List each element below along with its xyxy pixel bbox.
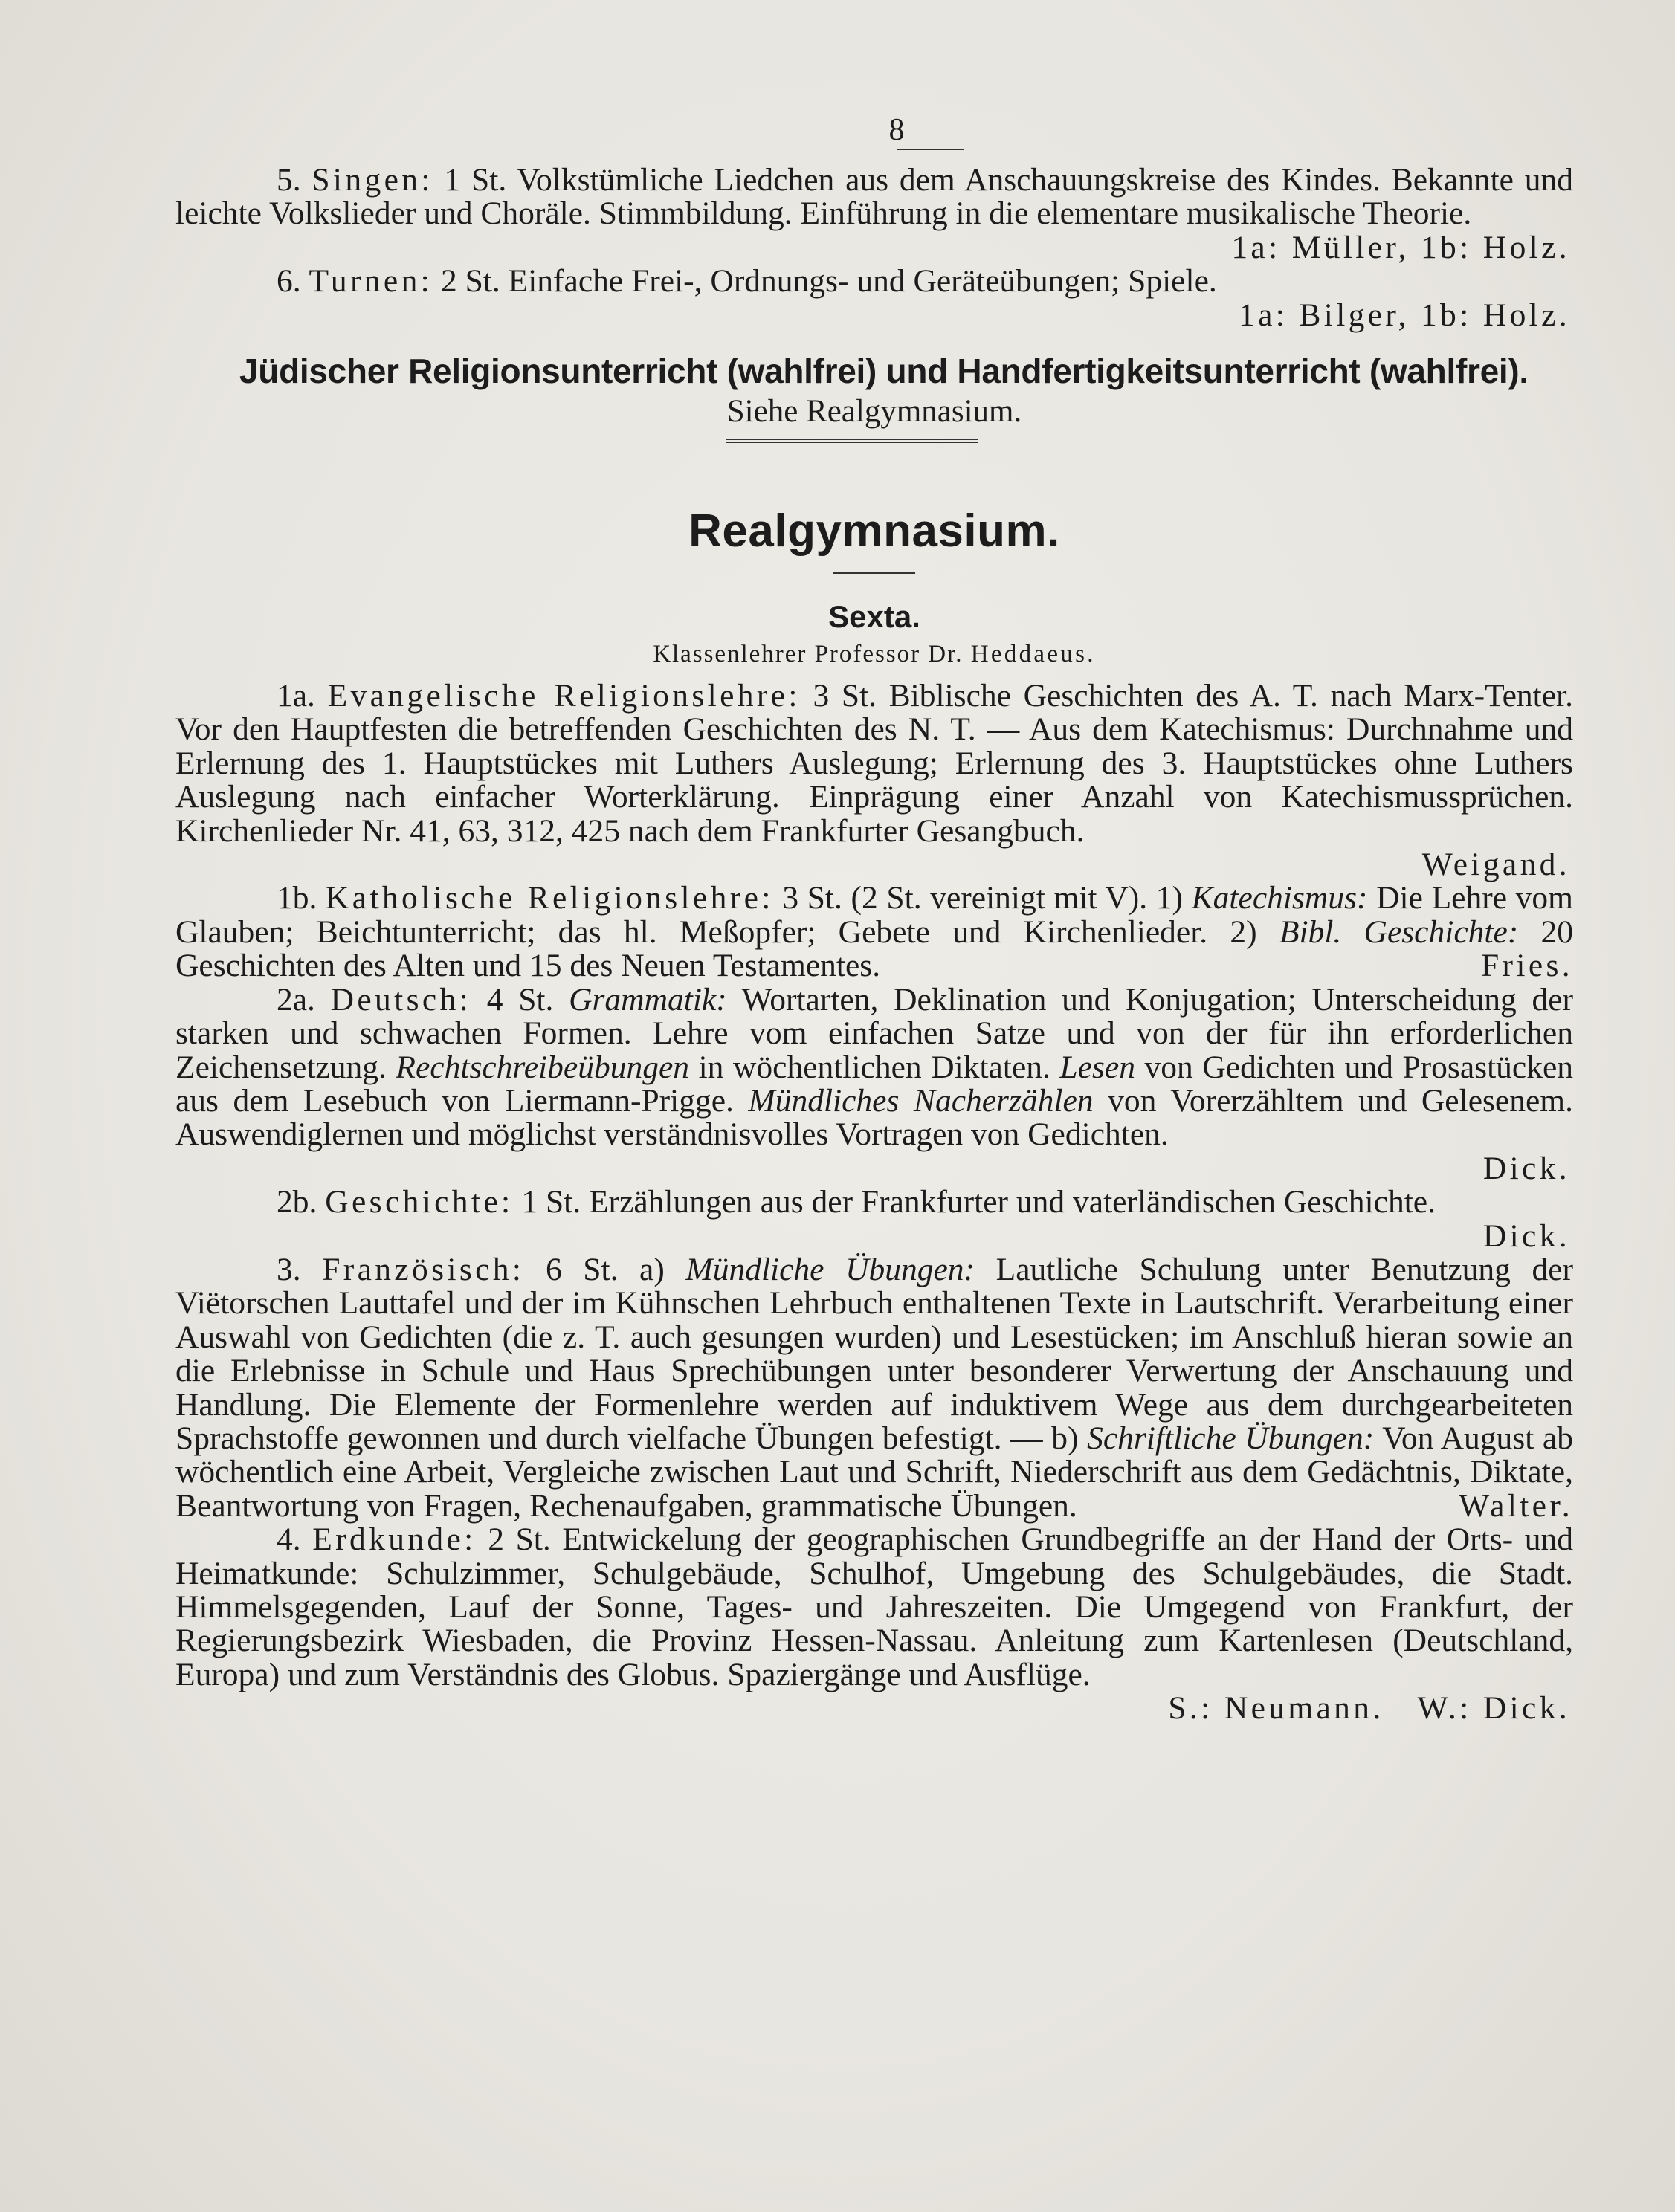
- subject-name: Singen:: [312, 162, 433, 198]
- teacher-signature: 1a: Müller, 1b: Holz.: [1231, 229, 1570, 265]
- item-number: 6.: [277, 263, 301, 300]
- paragraph-text: Von August ab wöchentlich eine Arbeit, Vergleiche zwischen Laut und Schrift, Niederschrift aus dem Gedächtnis, Diktate, Beantwortung von Fragen, Rechenaufgaben, grammatische Übungen.: [175, 1420, 1573, 1524]
- paragraph-text: von Gedichten und Prosastücken aus dem Lesebuch von Liermann-Prigge.: [175, 1049, 1574, 1119]
- paragraph-turnen: [175, 265, 1573, 298]
- section-divider: [726, 439, 978, 443]
- page-content: [175, 111, 1573, 1726]
- teacher-name-s: Neumann.: [1224, 1690, 1384, 1727]
- section-heading-juedisch: Jüdischer Religionsunterricht (wahlfrei) und Handfertigkeitsunterricht (wahlfrei).: [239, 352, 1529, 391]
- item-number: 4.: [277, 1521, 301, 1558]
- title-divider: [833, 572, 915, 574]
- paragraph-text: 1 St. Erzählungen aus der Frankfurter und vaterländischen Geschichte.: [521, 1184, 1436, 1220]
- class-teacher-label: Klassenlehrer Professor Dr.: [653, 641, 964, 668]
- teacher-signature: Dick.: [1482, 1150, 1570, 1186]
- italic-label: Mündliches Nacherzählen: [748, 1082, 1094, 1119]
- teacher-label-w: W.:: [1417, 1690, 1472, 1727]
- italic-label: Grammatik:: [569, 981, 727, 1018]
- paragraph-text: Die Lehre vom Glauben; Beichtunterricht; das hl. Meßopfer; Gebete und Kirchenlieder. 2): [175, 880, 1574, 950]
- italic-label: Katechismus:: [1191, 880, 1368, 916]
- paragraph-singen: [175, 164, 1573, 231]
- italic-label: Mündliche Übungen:: [685, 1251, 975, 1287]
- subject-name: Geschichte:: [325, 1184, 514, 1220]
- item-number: 5.: [277, 162, 301, 198]
- paragraph-text: 3 St. Biblische Geschichten des A. T. nach Marx-Tenter. Vor den Hauptfesten die betreffenden Geschichten des N. T. — Aus dem Katechismus: Durchnahme und Erlernung des 1. Hauptstückes mit Luthers Auslegung; Erlernung des 3. Hauptstückes ohne Luthers Auslegung nach einfacher Worterklärung. Einprägung einer Anzahl von Katechismussprüchen. Kirchenlieder Nr. 41, 63, 312, 425 nach dem Frankfurter Gesangbuch.: [175, 678, 1574, 849]
- page-title: Realgymnasium.: [688, 505, 1060, 557]
- page-number: 8: [888, 113, 905, 147]
- paragraph-erdkunde: [175, 1523, 1573, 1692]
- item-number: 2b.: [277, 1184, 317, 1220]
- paragraph-geschichte: [175, 1186, 1573, 1219]
- italic-label: Rechtschreibeübungen: [396, 1049, 690, 1085]
- paragraph-text: 6 St. a): [545, 1251, 665, 1287]
- teacher-name-w: Dick.: [1482, 1690, 1570, 1727]
- paragraph-franzoesisch: [175, 1253, 1573, 1523]
- item-number: 1b.: [277, 880, 317, 916]
- paragraph-deutsch: [175, 983, 1573, 1152]
- class-teacher-name: Heddaeus.: [970, 641, 1096, 668]
- teacher-signature: 1a: Bilger, 1b: Holz.: [1239, 297, 1570, 333]
- subject-name: Deutsch:: [330, 981, 472, 1018]
- paragraph-text: 20 Geschichten des Alten und 15 des Neuen Testamentes.: [175, 913, 1574, 984]
- teacher-signature: Fries.: [1481, 948, 1573, 984]
- italic-label: Lesen: [1059, 1049, 1135, 1085]
- teacher-signature: Walter.: [1459, 1487, 1573, 1524]
- subject-name: Turnen:: [309, 263, 433, 300]
- paragraph-text: 1 St. Volkstümliche Liedchen aus dem Anschauungskreise des Kindes. Bekannte und leichte Volkslieder und Choräle. Stimmbildung. Einführung in die elementare musikalische Theorie.: [175, 162, 1573, 232]
- class-teacher-line: [175, 639, 1573, 669]
- subject-name: Französisch:: [322, 1251, 525, 1287]
- italic-label: Schriftliche Übungen:: [1087, 1420, 1375, 1456]
- paragraph-text: 4 St.: [486, 981, 554, 1018]
- subject-name: Katholische Religionslehre:: [326, 880, 774, 916]
- class-title: Sexta.: [828, 599, 920, 635]
- subject-name: Evangelische Religionslehre:: [327, 678, 801, 714]
- paragraph-text: 2 St. Entwickelung der geographischen Grundbegriffe an der Hand der Orts- und Heimatkunde: Schulzimmer, Schulgebäude, Schulhof, Umgebung des Schulgebäudes, die Stadt. Himmelsgegenden, Lauf der Sonne, Tages- und Jahreszeiten. Die Umgegend von Frankfurt, der Regierungsbezirk Wiesbaden, die Provinz Hessen-Nassau. Anleitung zum Kartenlesen (Deutschland, Europa) und zum Verständnis des Globus. Spaziergänge und Ausflüge.: [175, 1521, 1574, 1692]
- cross-reference-note: Siehe Realgymnasium.: [726, 394, 1022, 430]
- page-number-rule: [897, 149, 964, 150]
- paragraph-evangelische-religion: [175, 679, 1573, 848]
- paragraph-text: 3 St. (2 St. vereinigt mit V). 1): [782, 880, 1184, 916]
- paragraph-katholische-religion: [175, 882, 1573, 983]
- italic-label: Bibl. Geschichte:: [1279, 913, 1519, 950]
- paragraph-text: Wortarten, Deklination und Konjugation; Unterscheidung der starken und schwachen Formen. Lehre vom einfachen Satze und von der für ihn erforderlichen Zeichensetzung.: [175, 981, 1574, 1085]
- item-number: 3.: [277, 1251, 301, 1287]
- item-number: 2a.: [277, 981, 315, 1018]
- teacher-signature: Weigand.: [1421, 847, 1570, 883]
- paragraph-text: in wöchentlichen Diktaten.: [698, 1049, 1050, 1085]
- teacher-label-s: S.:: [1168, 1690, 1213, 1727]
- paragraph-text: Lautliche Schulung unter Benutzung der Viëtorschen Lauttafel und der im Kühnschen Lehrbuch enthaltenen Texte in Lautschrift. Verarbeitung einer Auswahl von Gedichten (die z. T. auch gesungen wurden) und Lesestücken; im Anschluß hieran sowie an die Erlebnisse in Schule und Haus Sprechübungen unter besonderer Verwertung der Anschauung und Handlung. Die Elemente der Formenlehre werden auf induktivem Wege aus dem durchgearbeiteten Sprachstoffe gewonnen und durch vielfache Übungen befestigt. — b): [175, 1251, 1574, 1456]
- item-number: 1a.: [277, 678, 315, 714]
- subject-name: Erdkunde:: [312, 1521, 477, 1558]
- teacher-signature: Dick.: [1482, 1217, 1570, 1254]
- paragraph-text: von Vorerzähltem und Gelesenem. Auswendiglernen und möglichst verständnisvolles Vortragen von Gedichten.: [175, 1082, 1574, 1153]
- teacher-signature-erdkunde: [175, 1692, 1573, 1725]
- paragraph-text: 2 St. Einfache Frei-, Ordnungs- und Geräteübungen; Spiele.: [441, 263, 1217, 300]
